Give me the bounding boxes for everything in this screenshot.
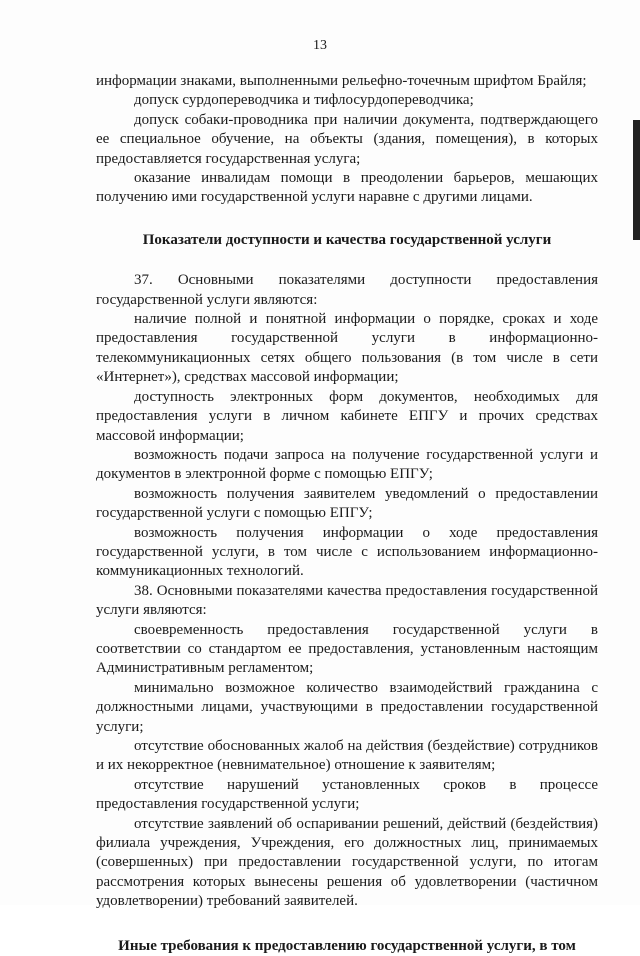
paragraph-item-38: 38. Основными показателями качества предоставления государственной услуги являются: [96,582,598,619]
paragraph-notifications: возможность получения заявителем уведомлений о предоставлении государственной услуги с помощью ЕПГУ; [96,485,598,522]
paragraph-minimal-interactions: минимально возможное количество взаимодействий гражданина с должностными лицами, участвующими в предоставлении государственной услуги; [96,679,598,735]
page-body [96,72,598,956]
scan-edge-mark [633,120,640,240]
paragraph-item-37: 37. Основными показателями доступности предоставления государственной услуги являются: [96,272,598,308]
page-number: 13 [313,38,327,53]
paragraph-electronic-forms: доступность электронных форм документов, необходимых для предоставления услуги в личном кабинете ЕПГУ и прочих средствах массовой информации; [96,388,598,444]
paragraph-progress-info: возможность получения информации о ходе предоставления государственной услуги, в том числе с использованием информационно-коммуникационных технологий. [96,524,598,580]
paragraph-barrier-assistance: оказание инвалидам помощи в преодолении барьеров, мешающих получению ими государственной услуги наравне с другими лицами. [96,170,598,206]
paragraph-sign-interpreter: допуск сурдопереводчика и тифлосурдопереводчика; [134,92,474,109]
paragraph-braille-info: информации знаками, выполненными рельефно-точечным шрифтом Брайля; [96,73,587,89]
paragraph-guide-dog: допуск собаки-проводника при наличии документа, подтверждающего ее специальное обучение, на объекты (здания, помещения), в которых предоставляется государственная услуга; [96,111,598,167]
paragraph-timeliness: своевременность предоставления государственной услуги в соответствии со стандартом ее предоставления, установленным настоящим Административным регламентом; [96,621,598,677]
section-heading-other-requirements: Иные требования к предоставлению государственной услуги, в том [118,937,576,954]
section-heading-accessibility: Показатели доступности и качества государственной услуги [142,231,552,248]
paragraph-no-deadline-violations: отсутствие нарушений установленных сроков в процессе предоставления государственной услуги; [96,776,598,813]
paragraph-no-complaints: отсутствие обоснованных жалоб на действия (бездействие) сотрудников и их некорректное (невнимательное) отношение к заявителям; [96,738,598,774]
paragraph-electronic-request: возможность подачи запроса на получение государственной услуги и документов в электронной форме с помощью ЕПГУ; [96,446,598,483]
paragraph-information-availability: наличие полной и понятной информации о порядке, сроках и ходе предоставления государственной услуги в информационно-телекоммуникационных сетях общего пользования (в том числе в сети «Интернет»), средствах массовой информации; [96,311,598,386]
paragraph-no-appeals: отсутствие заявлений об оспаривании решений, действий (бездействия) филиала учреждения, Учреждения, его должностных лиц, принимаемых (совершенных) при предоставлении государственной услуги, по итогам рассмотрения которых вынесены решения об удовлетворении (частичном удовлетворении) требований заявителей. [96,815,598,910]
